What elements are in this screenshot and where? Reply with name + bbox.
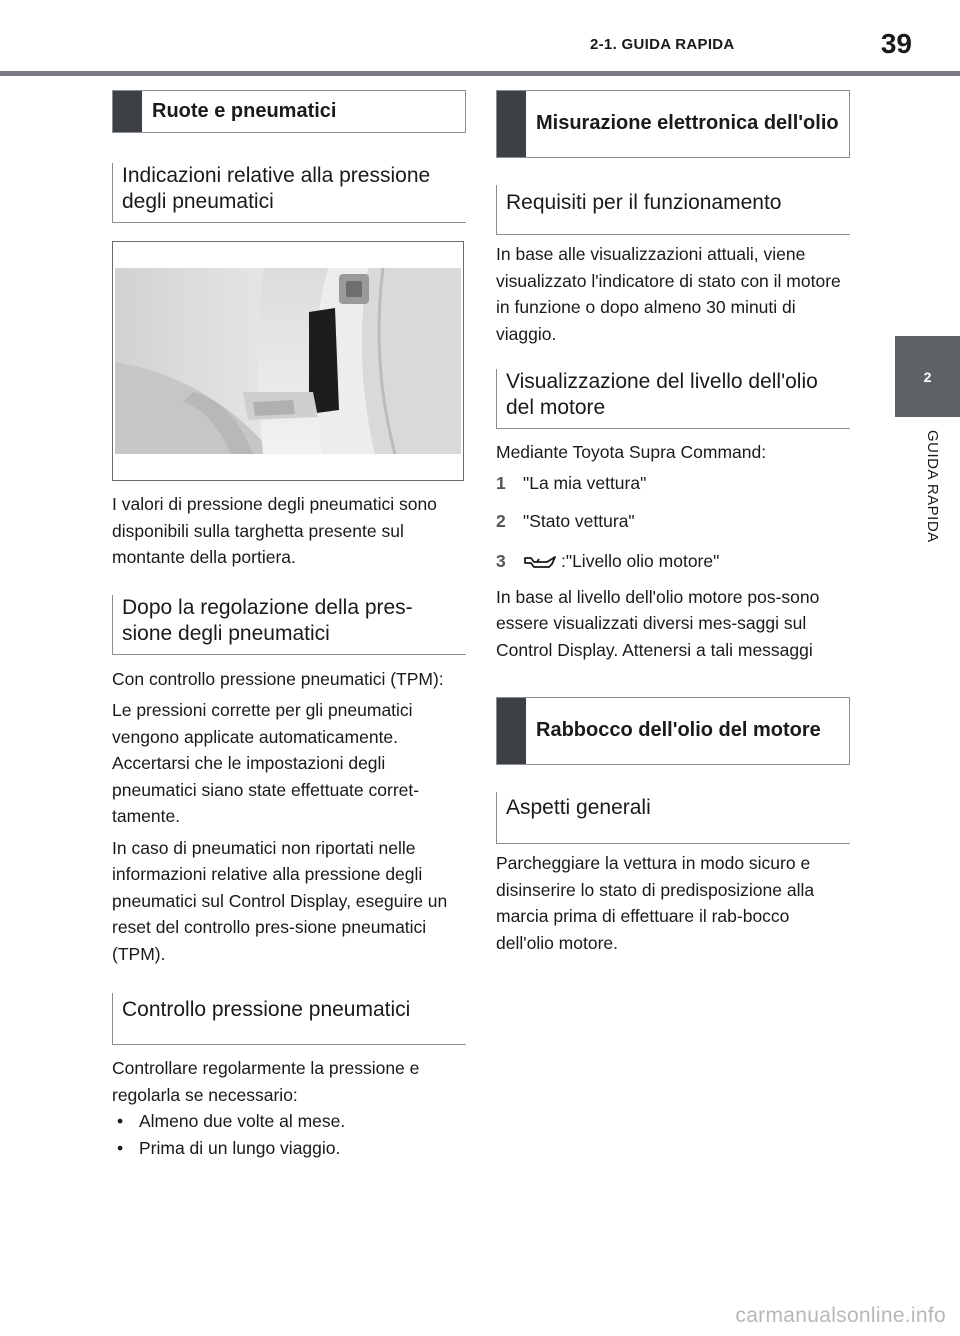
subheading-tire-pressure: Indicazioni relative alla pressione degli pneumatici [112, 163, 466, 223]
left-column [112, 90, 466, 1161]
page-number: 39 [880, 28, 912, 59]
requirements-text: In base alle visualizzazioni attuali, viene visualizzato l'indicatore di stato con il motore in funzione o dopo almeno 30 minuti di viaggio. [496, 244, 841, 344]
running-header-section: 2-1. GUIDA RAPIDA [590, 36, 735, 53]
list-item: • Prima di un lungo viaggio. [117, 1137, 341, 1158]
subheading-after-adjustment: Dopo la regolazione della pres-sione degli pneumatici [112, 595, 466, 655]
section-box-wheels [112, 90, 466, 133]
door-pillar-illustration [113, 242, 463, 480]
general-text: Parcheggiare la vettura in modo sicuro e disinserire lo stato di predisposizione alla marcia prima di effettuare il rab-bocco dell'olio motore. [496, 853, 815, 953]
oil-level-text: In base al livello dell'olio motore pos-sono essere visualizzati diversi mes-saggi sul Control Display. Attenersi a tali messaggi [496, 586, 820, 660]
after-adjustment-para-3: In caso di pneumatici non riportati nelle informazioni relative alla pressione degli pneumatici sul Control Display, eseguire un reset del controllo pres-sione pneumatici (TPM). [112, 837, 448, 964]
door-pillar-label-figure [112, 241, 464, 481]
list-item: • Almeno due volte al mese. [117, 1111, 346, 1131]
section-box-oil-topping [496, 697, 850, 765]
oil-can-icon [523, 554, 557, 570]
section-title: Misurazione elettronica dell'olio [536, 112, 839, 134]
subheading-general: Aspetti generali [496, 792, 850, 844]
section-box-oil-measurement [496, 90, 850, 158]
chapter-tab: 2 [895, 336, 960, 417]
oil-level-intro: Mediante Toyota Supra Command: [496, 442, 767, 462]
right-column [496, 90, 850, 956]
section-title: Rabbocco dell'olio del motore [536, 719, 821, 741]
chapter-side-label: GUIDA RAPIDA [924, 430, 941, 543]
subheading-requirements: Requisiti per il funzionamento [496, 185, 850, 235]
after-adjustment-para-2: Le pressioni corrette per gli pneumatici vengono applicate automaticamente. Accertarsi che le impostazioni degli pneumatici siano state effettuate corret-tamente. [112, 700, 420, 826]
subheading-pressure-check: Controllo pressione pneumatici [112, 993, 466, 1045]
header-rule [0, 71, 960, 76]
pressure-check-text: Controllare regolarmente la pressione e regolarla se necessario: [112, 1058, 420, 1105]
after-adjustment-para-1: Con controllo pressione pneumatici (TPM): [112, 668, 444, 689]
step-3: 3 :"Livello olio motore" [496, 550, 720, 571]
section-title: Ruote e pneumatici [152, 99, 337, 122]
tire-pressure-text: I valori di pressione degli pneumatici sono disponibili sulla targhetta presente sul montante della portiera. [112, 494, 437, 567]
watermark: carmanualsonline.info [735, 1304, 946, 1327]
step-2: 2 "Stato vettura" [496, 510, 635, 531]
subheading-oil-level-display: Visualizzazione del livello dell'olio del motore [496, 369, 850, 429]
step-1: 1 "La mia vettura" [496, 472, 647, 493]
